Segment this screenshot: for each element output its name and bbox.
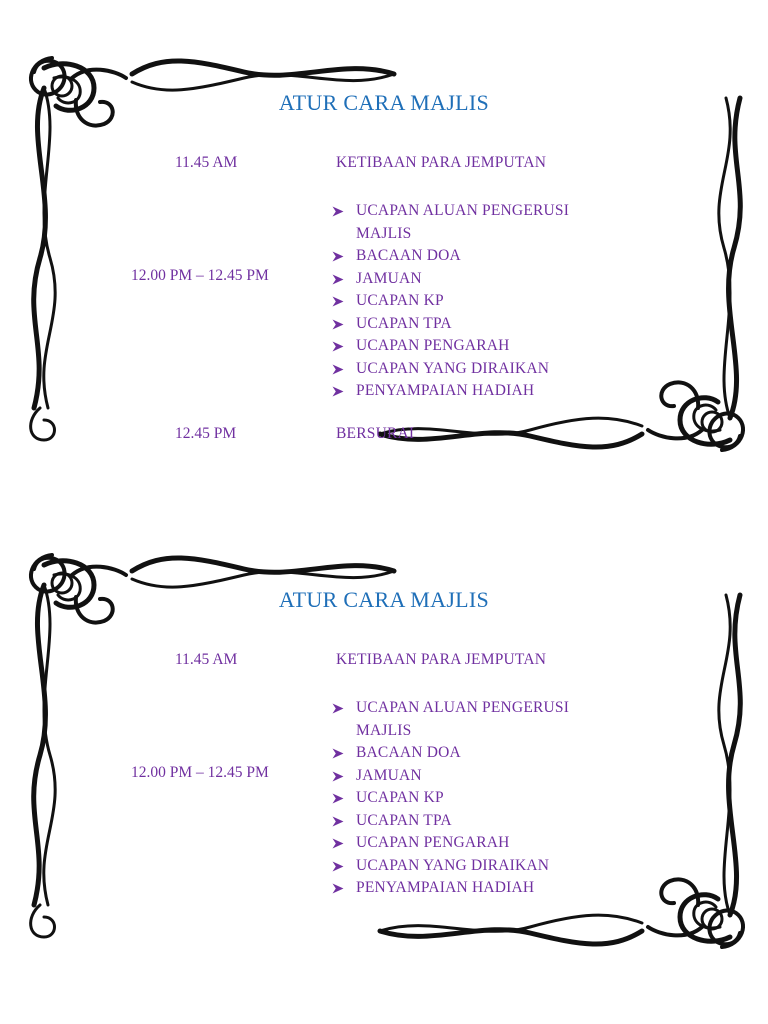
arrowhead-bullet-icon (332, 206, 344, 217)
list-item (332, 787, 569, 810)
list-item-label-continued: MAJLIS (356, 224, 412, 242)
list-item-label: PENYAMPAIAN HADIAH (356, 879, 535, 896)
arrowhead-bullet-icon (332, 883, 344, 894)
list-item-label: UCAPAN TPA (356, 811, 452, 829)
arrowhead-bullet-icon (332, 838, 344, 849)
list-item (332, 313, 569, 336)
list-item (332, 358, 569, 381)
time-label: 12.45 PM (175, 425, 237, 442)
list-item (332, 200, 569, 245)
activity-label: KETIBAAN PARA JEMPUTAN (336, 651, 547, 668)
list-item-label: JAMUAN (356, 766, 422, 784)
arrowhead-bullet-icon (332, 251, 344, 262)
arrowhead-bullet-icon (332, 793, 344, 804)
arrowhead-bullet-icon (332, 341, 344, 352)
list-item-label: BACAAN DOA (356, 744, 461, 761)
list-item-label: UCAPAN KP (356, 292, 444, 309)
time-label: 11.45 AM (175, 154, 238, 171)
arrowhead-bullet-icon (332, 296, 344, 307)
program-item-list (332, 697, 569, 900)
list-item-label: UCAPAN TPA (356, 314, 452, 332)
time-label: 12.00 PM – 12.45 PM (131, 267, 269, 284)
list-item-label: UCAPAN KP (356, 789, 444, 806)
list-item (332, 765, 569, 788)
arrowhead-bullet-icon (332, 861, 344, 872)
arrowhead-bullet-icon (332, 364, 344, 375)
program-item-list (332, 200, 569, 403)
list-item-label: UCAPAN ALUAN PENGERUSI (356, 699, 570, 716)
program-card-2 (0, 545, 768, 1015)
program-title: ATUR CARA MAJLIS (278, 90, 490, 115)
list-item (332, 335, 569, 358)
list-item (332, 855, 569, 878)
list-item (332, 810, 569, 833)
arrowhead-bullet-icon (332, 771, 344, 782)
list-item (332, 268, 569, 291)
list-item-label: UCAPAN YANG DIRAIKAN (356, 359, 550, 377)
list-item (332, 697, 569, 742)
arrowhead-bullet-icon (332, 386, 344, 397)
activity-label: KETIBAAN PARA JEMPUTAN (336, 154, 547, 171)
arrowhead-bullet-icon (332, 748, 344, 759)
program-card-1 (0, 48, 768, 518)
list-item (332, 380, 569, 403)
list-item-label: UCAPAN ALUAN PENGERUSI (356, 202, 570, 219)
list-item (332, 832, 569, 855)
list-item (332, 742, 569, 765)
list-item (332, 245, 569, 268)
list-item-label: UCAPAN PENGARAH (356, 834, 510, 851)
list-item-label: UCAPAN PENGARAH (356, 337, 510, 354)
arrowhead-bullet-icon (332, 274, 344, 285)
arrowhead-bullet-icon (332, 816, 344, 827)
activity-label: BERSURAI (336, 425, 415, 442)
arrowhead-bullet-icon (332, 319, 344, 330)
list-item-label: JAMUAN (356, 269, 422, 287)
time-label: 12.00 PM – 12.45 PM (131, 764, 269, 781)
list-item-label: PENYAMPAIAN HADIAH (356, 382, 535, 399)
list-item-label-continued: MAJLIS (356, 721, 412, 739)
arrowhead-bullet-icon (332, 703, 344, 714)
list-item-label: BACAAN DOA (356, 247, 461, 264)
time-label: 11.45 AM (175, 651, 238, 668)
list-item (332, 290, 569, 313)
list-item-label: UCAPAN YANG DIRAIKAN (356, 856, 550, 874)
program-title: ATUR CARA MAJLIS (278, 587, 490, 612)
list-item (332, 877, 569, 900)
